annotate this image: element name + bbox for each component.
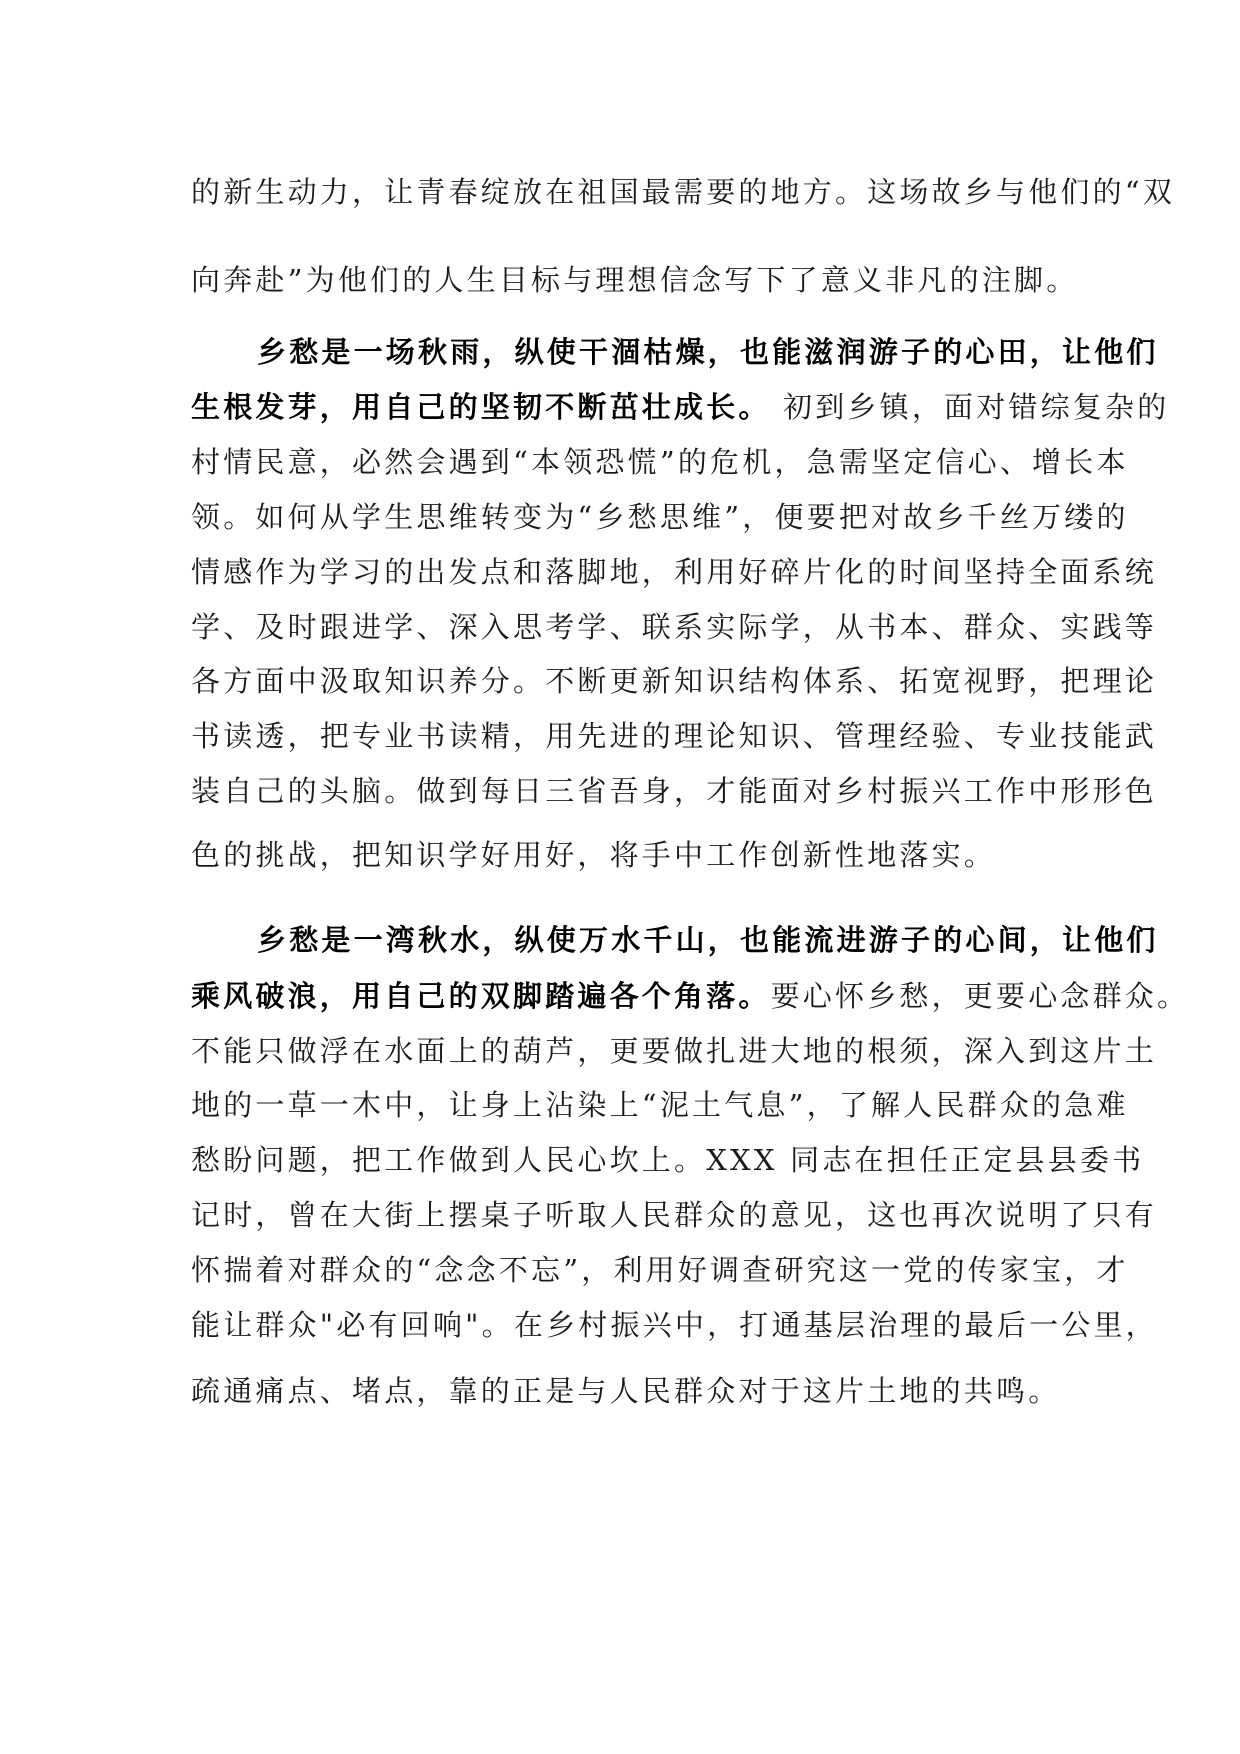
paragraph-line xyxy=(191,172,1176,212)
line-text: 情感作为学习的出发点和落脚地，利用好碎片化的时间坚持全面系统 xyxy=(191,555,1158,589)
paragraph-line xyxy=(191,1195,1158,1235)
paragraph-line xyxy=(191,1085,1129,1125)
bold-heading-text: 乡愁是一场秋雨，纵使干涸枯燥，也能滋润游子的心田，让他们 xyxy=(257,335,1159,369)
line-text: 怀揣着对群众的“念念不忘”，利用好调查研究这一党的传家宝，才 xyxy=(191,1253,1129,1287)
line-text: 的新生动力，让青春绽放在祖国最需要的地方。这场故乡与他们的“双 xyxy=(191,175,1176,209)
line-text: 不能只做浮在水面上的葫芦，更要做扎进大地的根须，深入到这片土 xyxy=(191,1034,1158,1068)
line-text: 要心怀乡愁，更要心念群众。 xyxy=(770,979,1190,1013)
bold-heading-text: 乘风破浪，用自己的双脚踏遍各个角落。 xyxy=(191,979,771,1013)
paragraph-line xyxy=(191,1250,1129,1290)
paragraph-line xyxy=(191,1031,1158,1071)
paragraph-line xyxy=(191,497,1129,537)
line-text: 愁盼问题，把工作做到人民心坎上。XXX 同志在担任正定县县委书 xyxy=(191,1143,1145,1177)
paragraph-line xyxy=(191,1140,1145,1180)
bold-heading-text: 生根发芽，用自己的坚韧不断茁壮成长。 xyxy=(191,390,771,424)
line-text: 书读透，把专业书读精，用先进的理论知识、管理经验、专业技能武 xyxy=(191,719,1158,753)
paragraph-line xyxy=(191,260,1079,300)
paragraph-line xyxy=(191,387,1170,427)
line-text: 装自己的头脑。做到每日三省吾身，才能面对乡村振兴工作中形形色 xyxy=(191,774,1158,808)
line-text: 学、及时跟进学、深入思考学、联系实际学，从书本、群众、实践等 xyxy=(191,610,1158,644)
line-text: 记时，曾在大街上摆桌子听取人民群众的意见，这也再次说明了只有 xyxy=(191,1198,1158,1232)
line-text: 各方面中汲取知识养分。不断更新知识结构体系、拓宽视野，把理论 xyxy=(191,664,1158,698)
paragraph-line xyxy=(191,976,1190,1016)
line-text: 疏通痛点、堵点，靠的正是与人民群众对于这片土地的共鸣。 xyxy=(191,1374,1061,1408)
line-text: 领。如何从学生思维转变为“乡愁思维”，便要把对故乡千丝万缕的 xyxy=(191,500,1129,534)
line-text: 初到乡镇，面对错综复杂的 xyxy=(770,390,1170,424)
paragraph-line xyxy=(191,1305,1158,1345)
paragraph-line xyxy=(191,771,1158,811)
line-text: 地的一草一木中，让身上沾染上“泥土气息”，了解人民群众的急难 xyxy=(191,1088,1129,1122)
paragraph-line xyxy=(191,442,1129,482)
paragraph-line xyxy=(191,716,1158,756)
paragraph-line xyxy=(191,552,1158,592)
paragraph-line xyxy=(191,1371,1061,1411)
line-text: 村情民意，必然会遇到“本领恐慌”的危机，急需坚定信心、增长本 xyxy=(191,445,1129,479)
paragraph-line xyxy=(257,920,1159,960)
bold-heading-text: 乡愁是一湾秋水，纵使万水千山，也能流进游子的心间，让他们 xyxy=(257,923,1159,957)
paragraph-line xyxy=(257,332,1159,372)
line-text: 能让群众"必有回响"。在乡村振兴中，打通基层治理的最后一公里， xyxy=(191,1308,1158,1342)
paragraph-line xyxy=(191,835,1061,875)
line-text: 色的挑战，把知识学好用好，将手中工作创新性地落实。 xyxy=(191,838,997,872)
paragraph-line xyxy=(191,661,1158,701)
paragraph-line xyxy=(191,607,1158,647)
line-text: 向奔赴”为他们的人生目标与理想信念写下了意义非凡的注脚。 xyxy=(191,263,1079,297)
